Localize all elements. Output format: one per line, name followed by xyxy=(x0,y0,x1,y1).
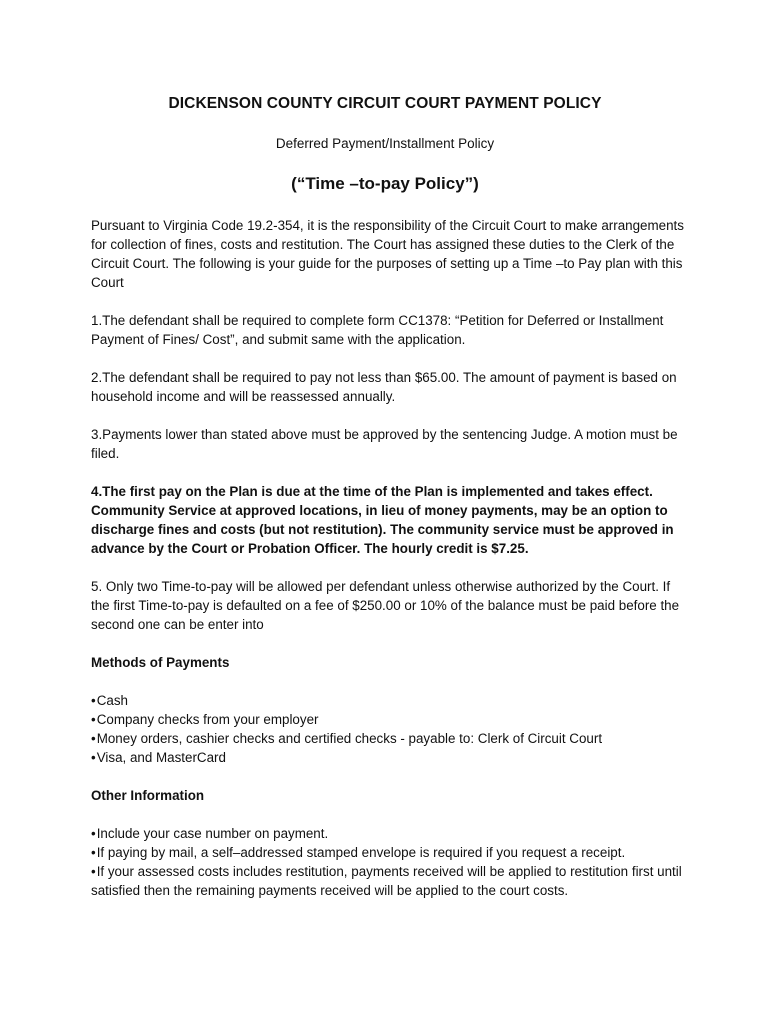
policy-name: (“Time –to-pay Policy”) xyxy=(291,174,479,193)
other-info-text: If your assessed costs includes restitution, payments received will be applied to restitution first until satisfied then the remaining payments received will be applied to the court costs. xyxy=(91,864,682,898)
method-text: Money orders, cashier checks and certified checks - payable to: Clerk of Circuit Court xyxy=(96,731,603,746)
document-title: DICKENSON COUNTY CIRCUIT COURT PAYMENT POLICY xyxy=(168,95,602,112)
bullet-mark: • xyxy=(91,750,96,765)
policy-item-3: 3.Payments lower than stated above must be approved by the sentencing Judge. A motion must be filed. xyxy=(91,427,678,461)
bullet-mark: • xyxy=(91,864,96,879)
bullet-mark: • xyxy=(91,845,96,860)
method-text: Company checks from your employer xyxy=(96,712,319,727)
other-info-item xyxy=(91,862,691,900)
policy-item-4: 4.The first pay on the Plan is due at the time of the Plan is implemented and takes effect. Community Service at approved locations, in lieu of money payments, may be an option to discharge fines and costs (but not restitution). The community service must be approved in advance by the Court or Probation Officer. The hourly credit is $7.25. xyxy=(91,484,674,556)
other-info-heading: Other Information xyxy=(91,788,205,803)
method-item xyxy=(91,729,691,748)
method-item xyxy=(91,710,691,729)
intro-paragraph: Pursuant to Virginia Code 19.2-354, it is the responsibility of the Circuit Court to make arrangements for collection of fines, costs and restitution. The Court has assigned these duties to the Clerk of the Circuit Court. The following is your guide for the purposes of setting up a Time –to Pay plan with this Court xyxy=(91,218,684,290)
method-item xyxy=(91,748,691,767)
other-info-text: Include your case number on payment. xyxy=(96,826,329,841)
policy-item-2: 2.The defendant shall be required to pay not less than $65.00. The amount of payment is based on household income and will be reassessed annually. xyxy=(91,370,677,404)
policy-item-5: 5. Only two Time-to-pay will be allowed per defendant unless otherwise authorized by the Court. If the first Time-to-pay is defaulted on a fee of $250.00 or 10% of the balance must be paid before the second one can be enter into xyxy=(91,579,680,632)
method-text: Cash xyxy=(96,693,128,708)
method-item xyxy=(91,691,691,710)
bullet-mark: • xyxy=(91,731,96,746)
other-info-item xyxy=(91,843,691,862)
other-info-text: If paying by mail, a self–addressed stamped envelope is required if you request a receipt. xyxy=(96,845,626,860)
method-text: Visa, and MasterCard xyxy=(96,750,226,765)
document-subtitle: Deferred Payment/Installment Policy xyxy=(275,136,495,151)
methods-heading: Methods of Payments xyxy=(91,655,230,670)
policy-item-1: 1.The defendant shall be required to complete form CC1378: “Petition for Deferred or Installment Payment of Fines/ Cost”, and submit same with the application. xyxy=(91,313,664,347)
other-info-list xyxy=(91,824,691,900)
methods-list xyxy=(91,691,691,767)
bullet-mark: • xyxy=(91,693,96,708)
document-body xyxy=(91,216,691,919)
bullet-mark: • xyxy=(91,712,96,727)
other-info-item xyxy=(91,824,691,843)
bullet-mark: • xyxy=(91,826,96,841)
